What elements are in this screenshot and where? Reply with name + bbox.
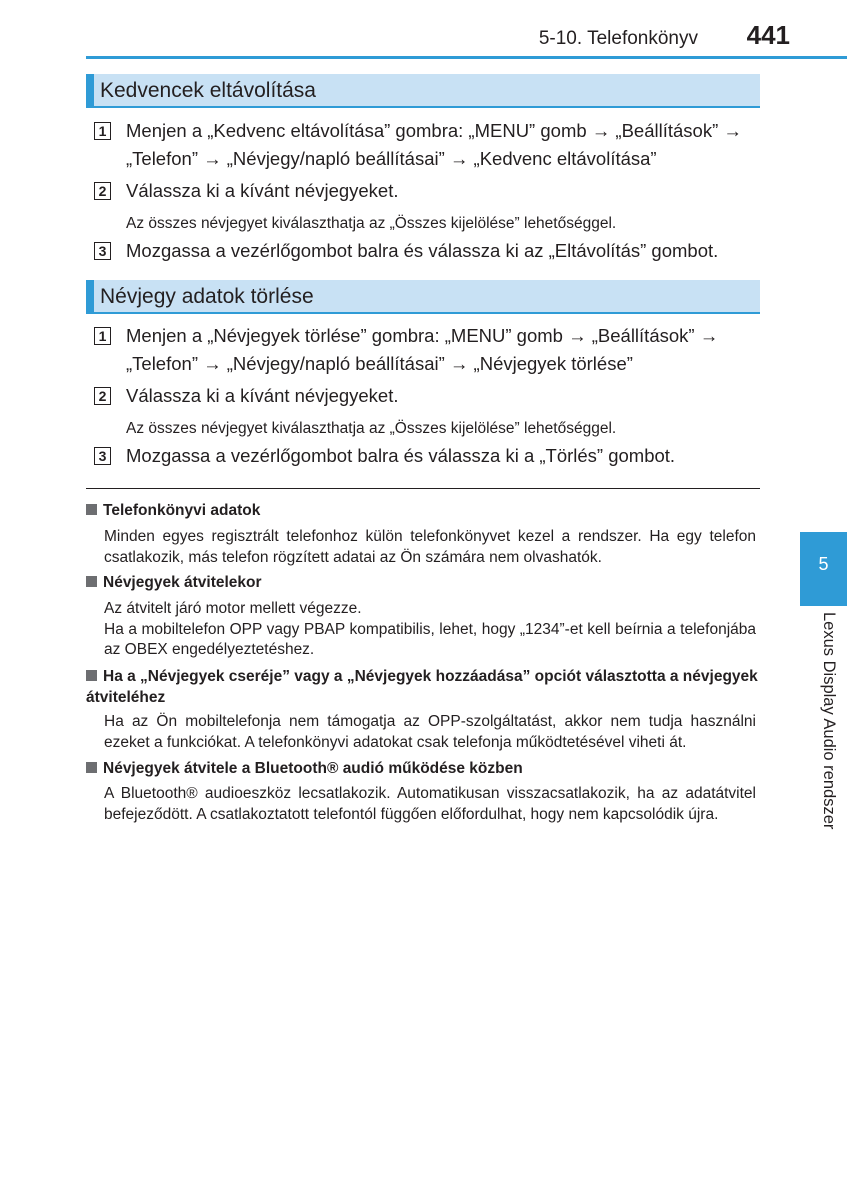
- note-body: [104, 712, 756, 753]
- step-number: 1: [94, 122, 111, 140]
- square-bullet-icon: [86, 762, 97, 773]
- step-number: 2: [94, 182, 111, 200]
- note-paragraph: A Bluetooth® audioeszköz lecsatlakozik. Automatikusan visszacsatlakozik, ha az adatátvitel befejeződött. A csatlakoztatott telefontól függően előfordulhat, hogy nem kapcsolódik újra.: [104, 785, 756, 823]
- step-text: Menjen a „Névjegyek törlése” gombra: „MENU” gomb → „Beállítások” → „Telefon” → „Névjegy/napló beállításai” → „Névjegyek törlése”: [126, 325, 719, 374]
- square-bullet-icon: [86, 670, 97, 681]
- note-paragraph: Ha a mobiltelefon OPP vagy PBAP kompatibilis, lehet, hogy „1234”-et kell beírnia a telefonjába az OBEX engedélyeztetéshez.: [104, 620, 756, 658]
- step-text: Menjen a „Kedvenc eltávolítása” gombra: „MENU” gomb → „Beállítások” → „Telefon” → „Névjegy/napló beállításai” → „Kedvenc eltávolítása”: [126, 120, 742, 169]
- chapter-label: Lexus Display Audio rendszer: [820, 612, 838, 830]
- square-bullet-icon: [86, 504, 97, 515]
- step-text: Mozgassa a vezérlőgombot balra és válassza ki az „Eltávolítás” gombot.: [126, 240, 719, 261]
- section-name: 5-10. Telefonkönyv: [538, 28, 698, 49]
- chapter-tab: 5: [800, 532, 847, 606]
- step-number: 3: [94, 242, 111, 260]
- note-heading: [86, 666, 760, 708]
- notes-divider: [86, 488, 760, 489]
- section-title: Kedvencek eltávolítása: [86, 74, 760, 108]
- step-number: 3: [94, 447, 111, 465]
- step-number: 1: [94, 327, 111, 345]
- step-number: 2: [94, 387, 111, 405]
- square-bullet-icon: [86, 576, 97, 587]
- note-body: [104, 527, 756, 568]
- note-heading-text: Ha a „Névjegyek cseréje” vagy a „Névjegyek hozzáadása” opciót választotta a névjegyek átviteléhez: [86, 668, 758, 706]
- step-note: Az összes névjegyet kiválaszthatja az „Összes kijelölése” lehetőséggel.: [126, 215, 617, 232]
- page-number: 441: [746, 20, 790, 50]
- section-title: Névjegy adatok törlése: [86, 280, 760, 314]
- step-text: Mozgassa a vezérlőgombot balra és válassza ki a „Törlés” gombot.: [126, 445, 676, 466]
- note-paragraph: Ha az Ön mobiltelefonja nem támogatja az OPP-szolgáltatást, akkor nem tudja használni ezeket a funkciókat. A telefonkönyvi adatokat csak telefonja működtetésével viheti át.: [104, 713, 756, 751]
- step-text: Válassza ki a kívánt névjegyeket.: [126, 385, 399, 406]
- note-paragraph: Minden egyes regisztrált telefonhoz külön telefonkönyvet kezel a rendszer. Ha egy telefon csatlakozik, más telefon rögzített adatai az Ön számára nem olvashatók.: [104, 528, 756, 566]
- step-note: Az összes névjegyet kiválaszthatja az „Összes kijelölése” lehetőséggel.: [126, 420, 617, 437]
- step-text: Válassza ki a kívánt névjegyeket.: [126, 180, 399, 201]
- note-body: [104, 599, 756, 661]
- note-heading: [86, 758, 760, 779]
- note-heading-text: Névjegyek átvitelekor: [103, 574, 262, 591]
- note-heading-text: Telefonkönyvi adatok: [103, 502, 261, 519]
- note-paragraph: Az átvitelt járó motor mellett végezze.: [104, 600, 362, 617]
- header-divider: [86, 56, 847, 59]
- note-body: [104, 784, 756, 825]
- note-heading: [86, 500, 760, 521]
- note-heading: [86, 572, 760, 593]
- note-heading-text: Névjegyek átvitele a Bluetooth® audió működése közben: [103, 760, 523, 777]
